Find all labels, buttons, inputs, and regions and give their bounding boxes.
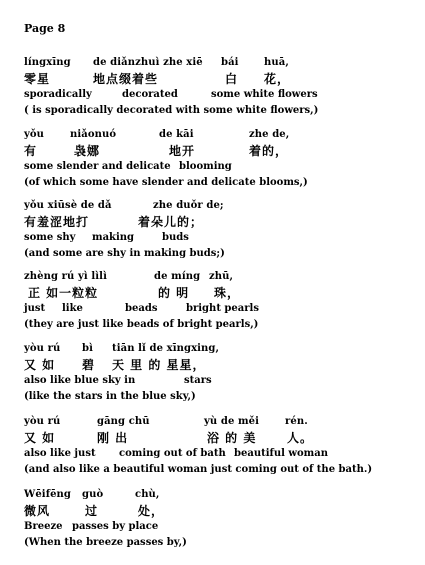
gloss-line	[24, 87, 419, 103]
pinyin-text: Wēifēng	[24, 489, 72, 500]
gloss-text: bright pearls	[186, 303, 259, 314]
pinyin-line	[24, 487, 419, 503]
stanza	[24, 414, 419, 478]
pinyin-line	[24, 127, 419, 143]
gloss-text: blooming	[179, 161, 232, 172]
pinyin-text: língxīng	[24, 57, 71, 68]
pinyin-text: niǎonuó	[70, 129, 117, 140]
hanzi-line	[24, 143, 419, 159]
gloss-text: Breeze	[24, 521, 63, 532]
hanzi-line	[24, 285, 419, 301]
pinyin-text: yù de měi	[204, 416, 260, 427]
hanzi-text: 浴 的 美	[207, 431, 257, 445]
pinyin-text: bái	[221, 57, 239, 68]
hanzi-text: 人。	[287, 431, 314, 445]
pinyin-line	[24, 341, 419, 357]
gloss-text: buds	[162, 232, 189, 243]
pinyin-text: yòu rú	[24, 343, 61, 354]
pinyin-text: yǒu xiūsè de dǎ	[24, 200, 112, 211]
pinyin-text: tiān lǐ de xīngxing,	[112, 343, 220, 354]
hanzi-text: 零星	[24, 72, 51, 86]
gloss-line	[24, 230, 419, 246]
gloss-text: decorated	[122, 89, 178, 100]
hanzi-text: 着朵儿的；	[138, 215, 204, 229]
translation-line: (of which some have slender and delicate blooms,)	[24, 177, 308, 188]
stanza	[24, 341, 419, 405]
pinyin-line	[24, 414, 419, 430]
hanzi-line	[24, 71, 419, 87]
gloss-line	[24, 373, 419, 389]
stanza	[24, 127, 419, 191]
pinyin-text: gāng chū	[97, 416, 150, 427]
hanzi-text: 处，	[138, 504, 165, 518]
hanzi-text: 的 明	[158, 286, 190, 300]
gloss-text: some slender and delicate	[24, 161, 171, 172]
hanzi-text: 刚 出	[97, 431, 129, 445]
gloss-line	[24, 446, 419, 462]
hanzi-text: 又 如	[24, 431, 56, 445]
hanzi-line	[24, 503, 419, 519]
pinyin-text: zhū,	[209, 271, 234, 282]
hanzi-line	[24, 214, 419, 230]
stanza	[24, 269, 419, 333]
hanzi-text: 地开	[169, 144, 196, 158]
gloss-text: also like just	[24, 448, 96, 459]
pinyin-line	[24, 198, 419, 214]
gloss-text: beads	[125, 303, 158, 314]
gloss-line	[24, 301, 419, 317]
translation-line: (and some are shy in making buds;)	[24, 248, 225, 259]
hanzi-text: 有羞涩地打	[24, 215, 90, 229]
pinyin-text: zhe duǒr de;	[153, 200, 224, 211]
translation-line: (and also like a beautiful woman just coming out of the bath.)	[24, 464, 373, 475]
hanzi-text: 白	[225, 72, 239, 86]
page-header: Page 8	[24, 22, 66, 35]
pinyin-line	[24, 55, 419, 71]
gloss-text: also like blue sky in	[24, 375, 136, 386]
pinyin-text: yǒu	[24, 129, 45, 140]
hanzi-text: 有	[24, 144, 38, 158]
hanzi-text: 正 如一粒粒	[28, 286, 99, 300]
translation-line: (they are just like beads of bright pearls,)	[24, 319, 259, 330]
gloss-text: sporadically	[24, 89, 92, 100]
stanza	[24, 55, 419, 119]
pinyin-text: guò	[82, 489, 104, 500]
pinyin-text: de míng	[154, 271, 201, 282]
stanza	[24, 198, 419, 262]
pinyin-text: chù,	[135, 489, 160, 500]
translation-line: ( is sporadically decorated with some white flowers,)	[24, 105, 319, 116]
hanzi-line	[24, 430, 419, 446]
pinyin-text: zhe de,	[249, 129, 290, 140]
hanzi-text: 地点缀着些	[93, 72, 159, 86]
hanzi-line	[24, 357, 419, 373]
pinyin-text: bì	[82, 343, 93, 354]
hanzi-text: 袅娜	[74, 144, 101, 158]
gloss-text: beautiful woman	[234, 448, 328, 459]
translation-line: (When the breeze passes by,)	[24, 537, 187, 548]
gloss-text: some shy	[24, 232, 76, 243]
translation-line: (like the stars in the blue sky,)	[24, 391, 196, 402]
hanzi-text: 天 里 的 星星，	[112, 358, 206, 372]
hanzi-text: 花，	[264, 72, 291, 86]
gloss-line	[24, 159, 419, 175]
hanzi-text: 又 如	[24, 358, 56, 372]
gloss-text: just	[24, 303, 46, 314]
pinyin-text: de diǎnzhuì zhe xiē	[93, 57, 203, 68]
gloss-text: some white flowers	[211, 89, 318, 100]
gloss-text: coming out of bath	[119, 448, 226, 459]
gloss-text: passes by place	[72, 521, 159, 532]
pinyin-text: yòu rú	[24, 416, 61, 427]
pinyin-line	[24, 269, 419, 285]
hanzi-text: 着的，	[249, 144, 289, 158]
hanzi-text: 微风	[24, 504, 51, 518]
pinyin-text: de kāi	[159, 129, 194, 140]
hanzi-text: 碧	[82, 358, 96, 372]
hanzi-text: 过	[85, 504, 99, 518]
hanzi-text: 珠，	[214, 286, 241, 300]
pinyin-text: zhèng rú yì lìlì	[24, 271, 107, 282]
pinyin-text: rén.	[285, 416, 308, 427]
gloss-line	[24, 519, 419, 535]
gloss-text: making	[92, 232, 135, 243]
gloss-text: like	[62, 303, 83, 314]
gloss-text: stars	[184, 375, 212, 386]
pinyin-text: huā,	[264, 57, 289, 68]
stanza	[24, 487, 419, 551]
